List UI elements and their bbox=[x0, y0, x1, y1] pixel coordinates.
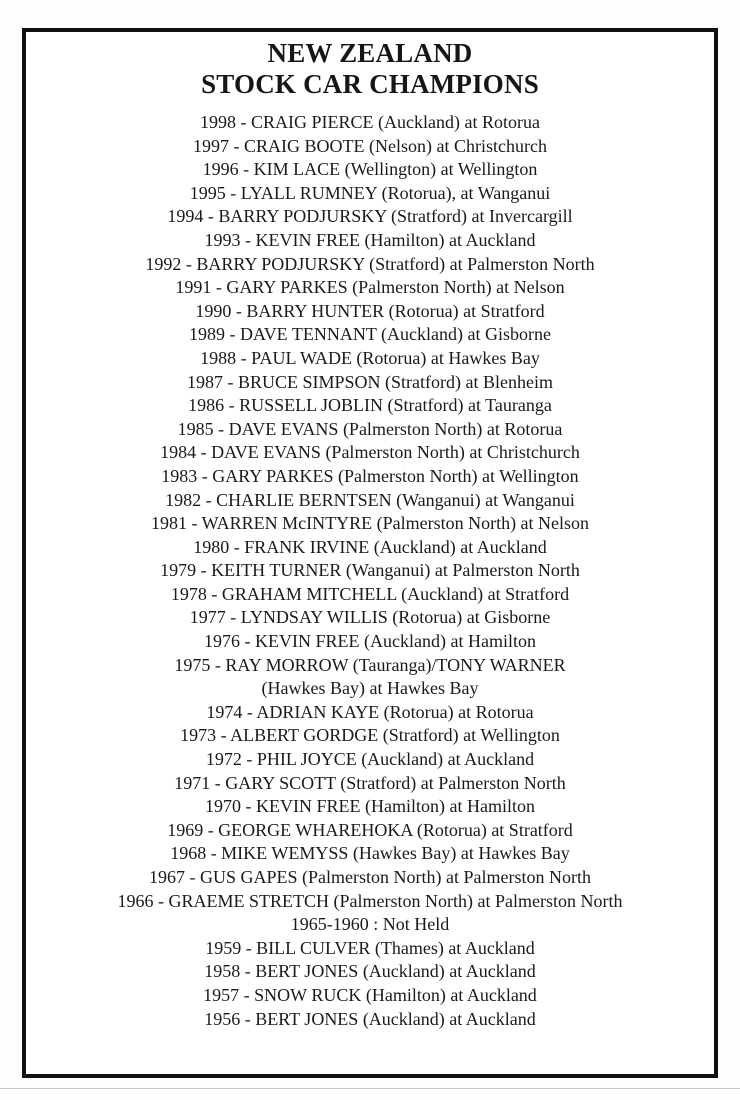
champion-entry: 1998 - CRAIG PIERCE (Auckland) at Rotorua bbox=[200, 112, 540, 132]
champion-entry: 1980 - FRANK IRVINE (Auckland) at Auckland bbox=[193, 536, 547, 557]
champion-entry: 1973 - ALBERT GORDGE (Stratford) at Wellington bbox=[180, 725, 560, 746]
champion-entry: 1987 - BRUCE SIMPSON (Stratford) at Blenheim bbox=[187, 371, 553, 392]
champion-entry: 1983 - GARY PARKES (Palmerston North) at Wellington bbox=[161, 465, 579, 486]
champion-entry: 1981 - WARREN McINTYRE (Palmerston North) at Nelson bbox=[150, 513, 590, 534]
champion-entry: 1970 - KEVIN FREE (Hamilton) at Hamilton bbox=[205, 796, 535, 817]
champion-entry: 1958 - BERT JONES (Auckland) at Auckland bbox=[204, 961, 536, 982]
champion-entry: 1995 - LYALL RUMNEY (Rotorua), at Wanganui bbox=[189, 182, 551, 203]
champion-entry: 1966 - GRAEME STRETCH (Palmerston North) at Palmerston North bbox=[117, 890, 623, 911]
champion-entry: 1969 - GEORGE WHAREHOKA (Rotorua) at Stratford bbox=[167, 819, 573, 840]
champion-entry: 1991 - GARY PARKES (Palmerston North) at Nelson bbox=[175, 277, 565, 298]
champion-entry: 1972 - PHIL JOYCE (Auckland) at Auckland bbox=[205, 749, 535, 770]
champion-entry: (Hawkes Bay) at Hawkes Bay bbox=[261, 678, 479, 699]
champion-entry: 1989 - DAVE TENNANT (Auckland) at Gisborne bbox=[189, 324, 551, 345]
champion-entry: 1994 - BARRY PODJURSKY (Stratford) at Invercargill bbox=[167, 206, 573, 227]
champion-entry: 1985 - DAVE EVANS (Palmerston North) at Rotorua bbox=[177, 418, 563, 439]
champion-entry: 1965-1960 : Not Held bbox=[290, 914, 450, 935]
champion-entry: 1996 - KIM LACE (Wellington) at Wellington bbox=[202, 159, 538, 180]
champion-entry: 1977 - LYNDSAY WILLIS (Rotorua) at Gisborne bbox=[189, 607, 551, 628]
champion-entry: 1992 - BARRY PODJURSKY (Stratford) at Palmerston North bbox=[145, 253, 595, 274]
champion-entry: 1990 - BARRY HUNTER (Rotorua) at Stratford bbox=[195, 300, 545, 321]
champion-entry: 1968 - MIKE WEMYSS (Hawkes Bay) at Hawkes Bay bbox=[170, 843, 570, 864]
champion-entry: 1959 - BILL CULVER (Thames) at Auckland bbox=[205, 937, 535, 958]
champion-entry: 1988 - PAUL WADE (Rotorua) at Hawkes Bay bbox=[200, 347, 540, 368]
champion-entry: 1993 - KEVIN FREE (Hamilton) at Auckland bbox=[204, 229, 536, 250]
champion-entry: 1986 - RUSSELL JOBLIN (Stratford) at Tauranga bbox=[188, 395, 552, 416]
champions-list bbox=[0, 111, 740, 1031]
champion-entry: 1984 - DAVE EVANS (Palmerston North) at Christchurch bbox=[160, 442, 580, 463]
title-line-1: NEW ZEALAND bbox=[267, 38, 473, 68]
champion-entry: 1979 - KEITH TURNER (Wanganui) at Palmerston North bbox=[160, 560, 580, 581]
champion-entry: 1975 - RAY MORROW (Tauranga)/TONY WARNER bbox=[174, 654, 566, 675]
champion-entry: 1997 - CRAIG BOOTE (Nelson) at Christchurch bbox=[193, 135, 547, 156]
champion-entry: 1982 - CHARLIE BERNTSEN (Wanganui) at Wanganui bbox=[165, 489, 575, 510]
champion-entry: 1974 - ADRIAN KAYE (Rotorua) at Rotorua bbox=[206, 701, 534, 722]
champion-entry: 1971 - GARY SCOTT (Stratford) at Palmerston North bbox=[174, 772, 566, 793]
champion-entry: 1956 - BERT JONES (Auckland) at Auckland bbox=[204, 1008, 536, 1029]
title-line-2: STOCK CAR CHAMPIONS bbox=[201, 69, 539, 99]
champion-entry: 1957 - SNOW RUCK (Hamilton) at Auckland bbox=[203, 984, 537, 1005]
champion-entry: 1976 - KEVIN FREE (Auckland) at Hamilton bbox=[204, 631, 536, 652]
champion-entry: 1967 - GUS GAPES (Palmerston North) at Palmerston North bbox=[149, 867, 591, 887]
champion-entry: 1978 - GRAHAM MITCHELL (Auckland) at Stratford bbox=[170, 583, 570, 604]
scan-edge-line bbox=[0, 1088, 740, 1089]
